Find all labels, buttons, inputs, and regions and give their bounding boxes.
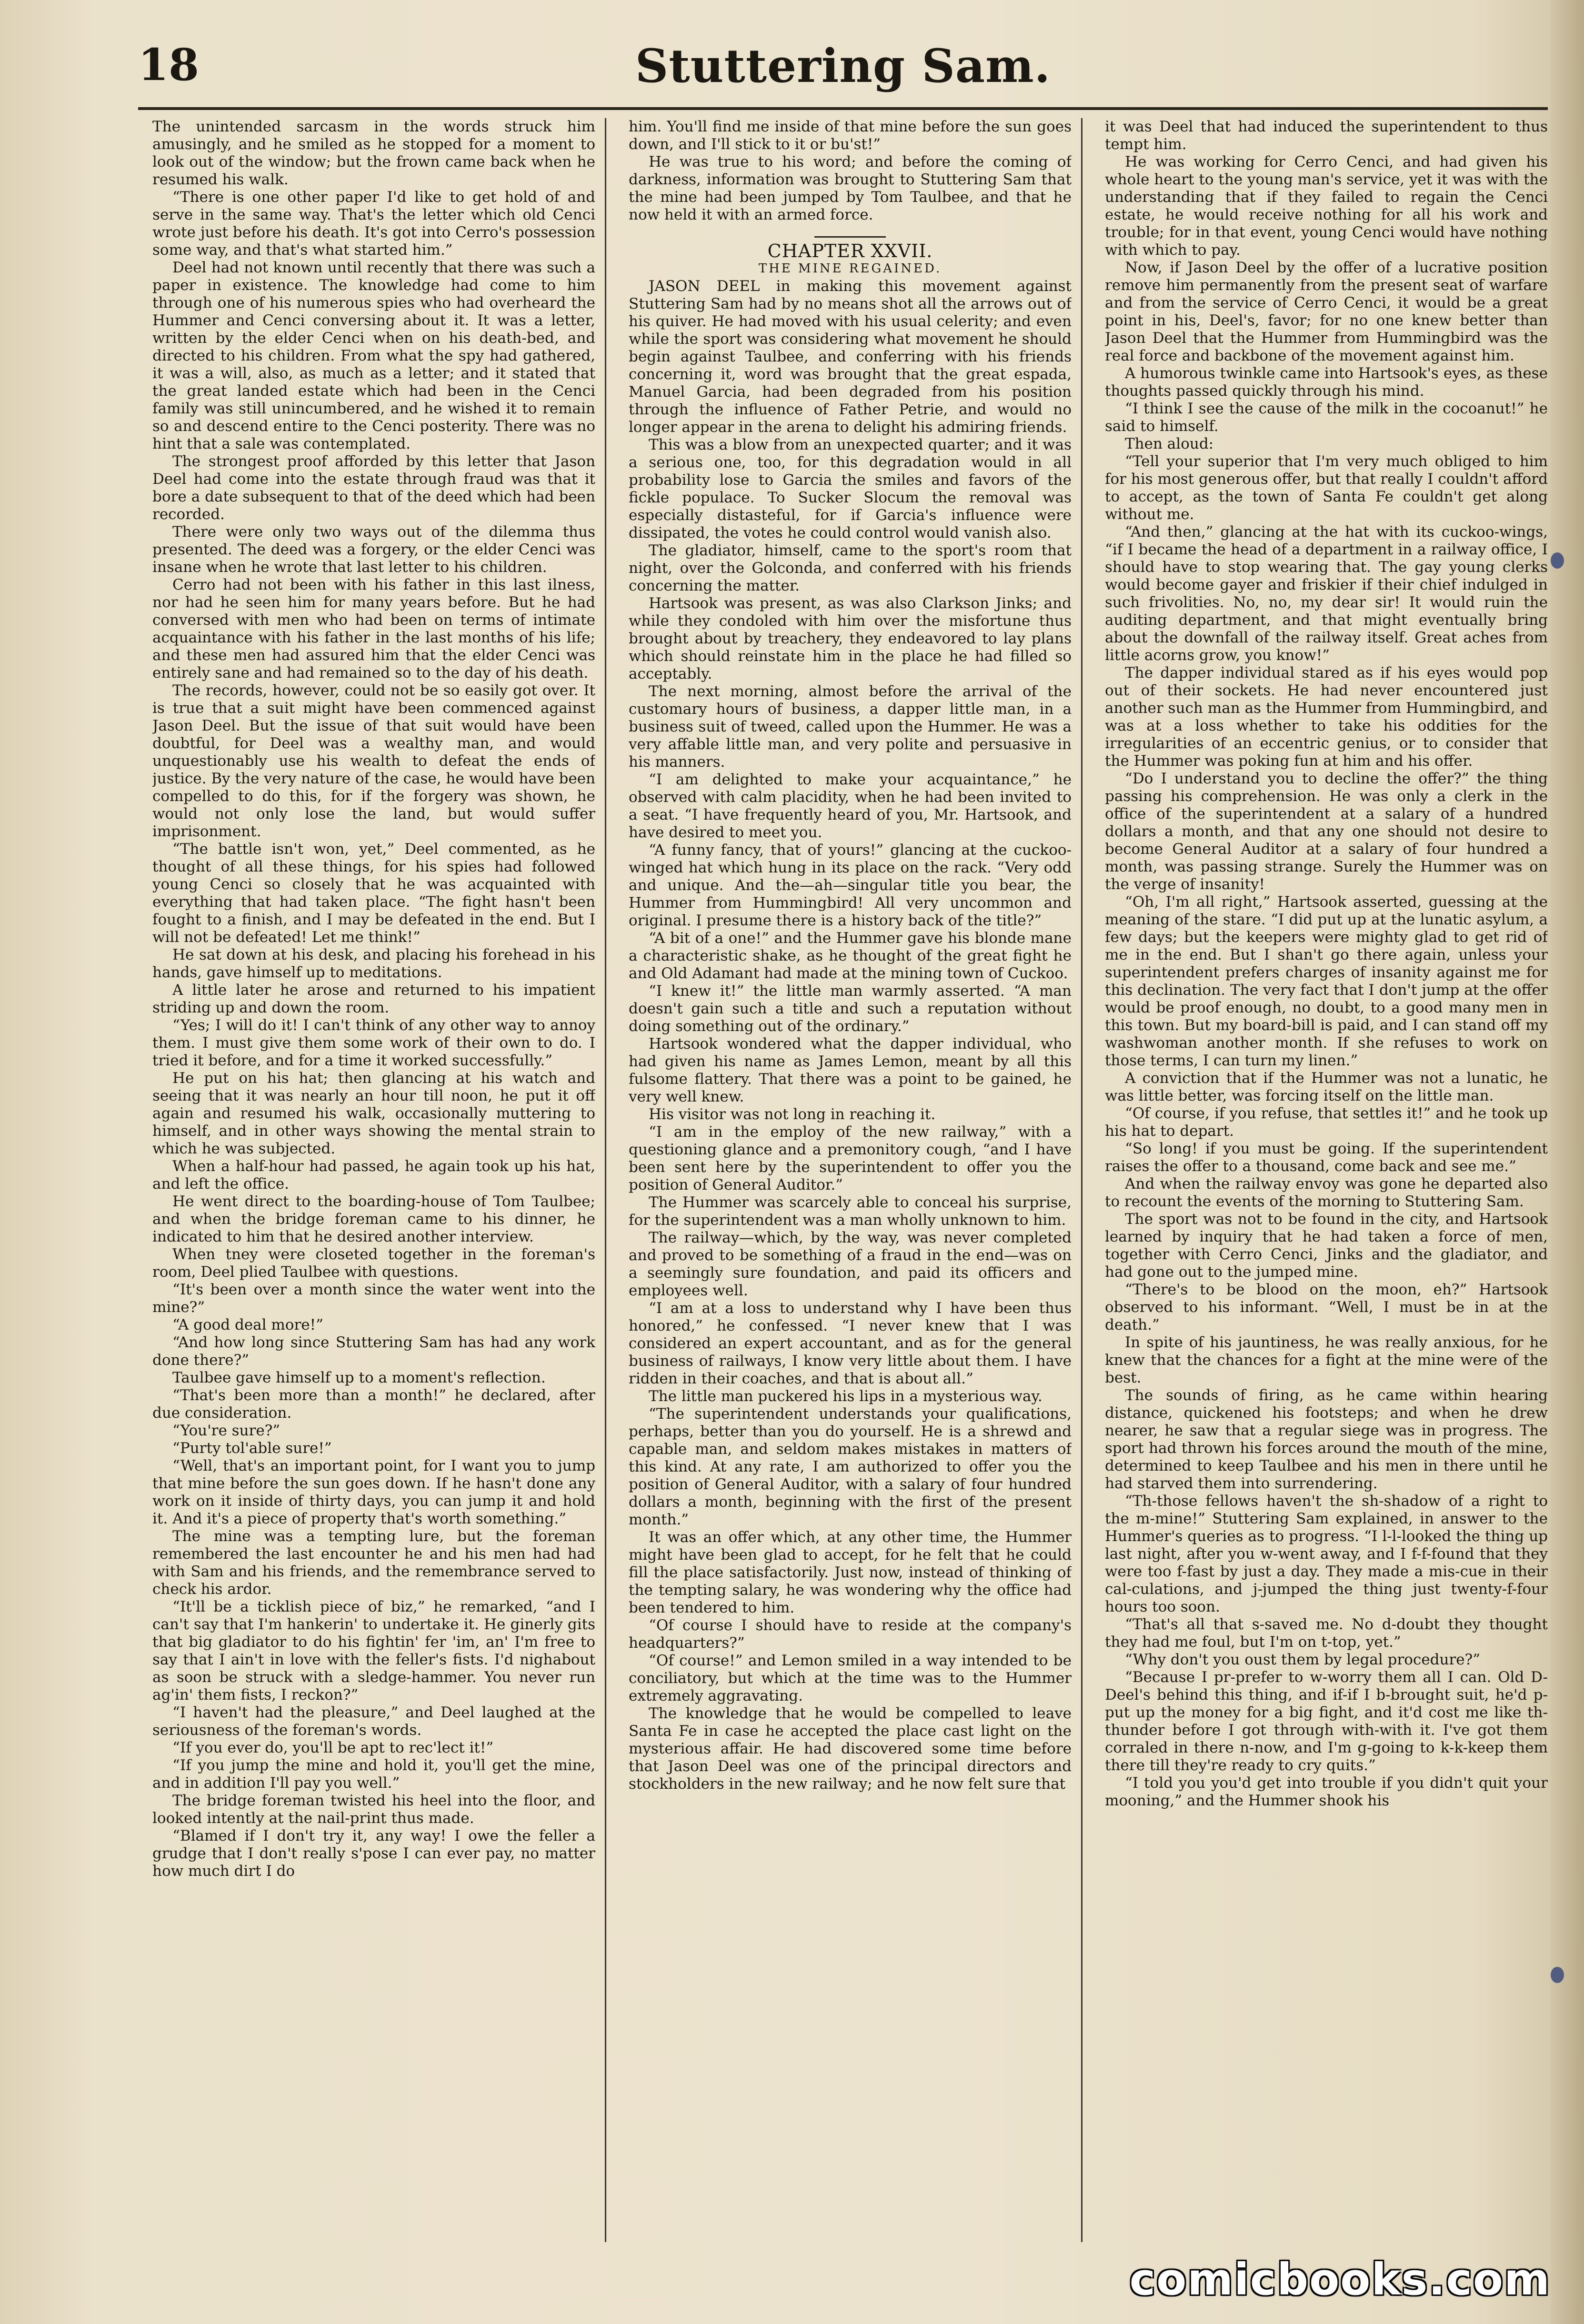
paragraph: The records, however, could not be so easily got over. It is true that a suit might have been commenced against Jason Deel. But the issue of that suit would have been doubtful, for Deel was a wealthy man, and would unquestionably use his wealth to defeat the ends of justice. By the very nature of the case, he would have been compelled to do this, for if the forgery was shown, he would not only lose the land, but would suffer imprisonment.	[152, 682, 595, 840]
column-1	[152, 118, 595, 2242]
paragraph: “I am delighted to make your acquaintance,” he observed with calm placidity, when he had been invited to a seat. “I have frequently heard of you, Mr. Hartsook, and have desired to meet you.	[629, 771, 1072, 841]
paragraph: The knowledge that he would be compelled to leave Santa Fe in case he accepted the place cast light on the mysterious affair. He had discovered some time before that Jason Deel was one of the principal directors and stockholders in the new railway; and he now felt sure that	[629, 1705, 1072, 1793]
paragraph: The railway—which, by the way, was never completed and proved to be something of a fraud in the end—was on a seemingly sure foundation, and paid its officers and employees well.	[629, 1229, 1072, 1299]
paragraph: “A bit of a one!” and the Hummer gave his blonde mane a characteristic shake, as he thought of the great fight he and Old Adamant had made at the mining town of Cuckoo.	[629, 930, 1072, 982]
paragraph: “Oh, I'm all right,” Hartsook asserted, guessing at the meaning of the stare. “I did put up at the lunatic asylum, a few days; but the keepers were mighty glad to get rid of me in the end. But I shan't go there again, unless your superintendent prefers charges of insanity against me for this declination. The very fact that I don't jump at the offer would be proof enough, no doubt, to a good many men in this town. But my board-bill is paid, and I can stand off my washwoman another month. If she refuses to work on those terms, I can turn my linen.”	[1105, 893, 1548, 1069]
paragraph: “That's been more than a month!” he declared, after due consideration.	[152, 1387, 595, 1422]
paragraph: “I knew it!” the little man warmly asserted. “A man doesn't gain such a title and such a reputation without doing something out of the ordinary.”	[629, 982, 1072, 1035]
chapter-heading: CHAPTER XXVII.	[767, 240, 933, 261]
page-header	[138, 33, 1548, 105]
paragraph: The strongest proof afforded by this letter that Jason Deel had come into the estate through fraud was that it bore a date subsequent to that of the deed which had been recorded.	[152, 453, 595, 523]
paragraph: “Tell your superior that I'm very much obliged to him for his most generous offer, but that really I couldn't afford to accept, as the town of Santa Fe couldn't get along without me.	[1105, 453, 1548, 523]
paragraph: Cerro had not been with his father in this last ilness, nor had he seen him for many years before. But he had conversed with men who had been on terms of intimate acquaintance with his father in the last months of his life; and these men had assured him that the elder Cenci was entirely sane and had remained so to the day of his death.	[152, 576, 595, 681]
paragraph: “You're sure?”	[172, 1422, 281, 1439]
section-rule	[814, 236, 886, 238]
paragraph: “Yes; I will do it! I can't think of any other way to annoy them. I must give them some work of their own to do. I tried it before, and for a time it worked successfully.”	[152, 1017, 595, 1069]
paragraph: “I think I see the cause of the milk in the cocoanut!” he said to himself.	[1105, 400, 1548, 435]
paragraph: He was true to his word; and before the coming of darkness, information was brought to Stuttering Sam that the mine had been jumped by Tom Taulbee, and that he now held it with an armed force.	[629, 153, 1072, 223]
paragraph: The Hummer was scarcely able to conceal his surprise, for the superintendent was a man wholly unknown to him.	[629, 1194, 1072, 1229]
paragraph: When a half-hour had passed, he again took up his hat, and left the office.	[152, 1158, 595, 1192]
watermark-logo: comicbooks.com	[1129, 2254, 1551, 2305]
paragraph: “Do I understand you to decline the offer?” the thing passing his comprehension. He was only a clerk in the office of the superintendent at a salary of a hundred dollars a month, and that any one should not desire to become General Auditor at a salary of four hundred a month, was passing strange. Surely the Hummer was on the verge of insanity!	[1105, 770, 1548, 893]
column-2-opening	[629, 118, 1072, 224]
paragraph: “Of course, if you refuse, that settles it!” and he took up his hat to depart.	[1105, 1105, 1548, 1140]
paragraph: Hartsook was present, as was also Clarkson Jinks; and while they condoled with him over the misfortune thus brought about by treachery, they endeavored to lay plans which should reinstate him in the place he had filled so acceptably.	[629, 595, 1072, 682]
paragraph: “I am at a loss to understand why I have been thus honored,” he confessed. “I never knew that I was considered an expert accountant, and as for the general business of railways, I know very little about them. I have ridden in their coaches, and that is about all.”	[629, 1300, 1072, 1387]
paragraph: The sport was not to be found in the city, and Hartsook learned by inquiry that he had taken a force of men, together with Cerro Cenci, Jinks and the gladiator, and had gone out to the jumped mine.	[1105, 1211, 1548, 1281]
binding-hole	[1551, 552, 1564, 569]
paragraph: The mine was a tempting lure, but the foreman remembered the last encounter he and his men had had with Sam and his friends, and the remembrance served to check his ardor.	[152, 1528, 595, 1598]
paragraph: “It's been over a month since the water went into the mine?”	[152, 1281, 595, 1316]
paragraph: “And then,” glancing at the hat with its cuckoo-wings, “if I became the head of a department in a railway office, I should have to stop wearing that. The gay young clerks would become gayer and friskier if their chief indulged in such frivolities. No, no, my dear sir! It would ruin the auditing department, and that might eventually bring about the downfall of the railway itself. Great aches from little acorns grow, you know!”	[1105, 523, 1548, 664]
column-2-chapter-text	[629, 278, 1072, 1793]
paragraph: He sat down at his desk, and placing his forehead in his hands, gave himself up to meditations.	[152, 946, 595, 981]
paragraph: When tney were closeted together in the foreman's room, Deel plied Taulbee with questions.	[152, 1246, 595, 1281]
binding-hole	[1551, 1967, 1564, 1983]
paragraph: “If you jump the mine and hold it, you'll get the mine, and in addition I'll pay you well.”	[152, 1757, 595, 1792]
paragraph: The sounds of firing, as he came within hearing distance, quickened his footsteps; and when he drew nearer, he saw that a regular siege was in progress. The sport had thrown his forces around the mouth of the mine, determined to keep Taulbee and his men in there until he had starved them into surrendering.	[1105, 1387, 1548, 1492]
column-2	[629, 118, 1072, 2242]
paragraph: “Of course I should have to reside at the company's headquarters?”	[629, 1617, 1072, 1652]
paragraph: “A funny fancy, that of yours!” glancing at the cuckoo-winged hat which hung in its place on the rack. “Very odd and unique. And the—ah—singular title you bear, the Hummer from Hummingbird! All very uncommon and original. I presume there is a history back of the title?”	[629, 841, 1072, 929]
paragraph: him. You'll find me inside of that mine before the sun goes down, and I'll stick to it or bu'st!”	[629, 118, 1072, 153]
column-3	[1105, 118, 1548, 2242]
paragraph: “And how long since Stuttering Sam has had any work done there?”	[152, 1334, 595, 1369]
paragraph: “The superintendent understands your qualifications, perhaps, better than you do yourself. He is a shrewd and capable man, and seldom makes mistakes in matters of this kind. At any rate, I am authorized to offer you the position of General Auditor, with a salary of four hundred dollars a month, beginning with the first of the present month.”	[629, 1405, 1072, 1528]
paragraph: In spite of his jauntiness, he was really anxious, for he knew that the chances for a fight at the mine were of the best.	[1105, 1334, 1548, 1386]
paragraph: The gladiator, himself, came to the sport's room that night, over the Golconda, and conferred with his friends concerning the matter.	[629, 542, 1072, 594]
chapter-subheading: THE MINE REGAINED.	[758, 261, 942, 276]
paragraph: “There is one other paper I'd like to get hold of and serve in the same way. That's the letter which old Cenci wrote just before his death. It's got into Cerro's possession some way, and that's what started him.”	[152, 189, 595, 259]
paragraph: A little later he arose and returned to his impatient striding up and down the room.	[152, 982, 595, 1016]
paragraph: He went direct to the boarding-house of Tom Taulbee; and when the bridge foreman came to his dinner, he indicated to him that he desired another interview.	[152, 1193, 595, 1245]
paragraph: “There's to be blood on the moon, eh?” Hartsook observed to his informant. “Well, I must be in at the death.”	[1105, 1281, 1548, 1333]
paragraph: The next morning, almost before the arrival of the customary hours of business, a dapper little man, in a business suit of tweed, called upon the Hummer. He was a very affable little man, and very polite and persuasive in his manners.	[629, 683, 1072, 771]
paragraph: “That's all that s-saved me. No d-doubt they thought they had me foul, but I'm on t-top, yet.”	[1105, 1616, 1548, 1651]
paragraph: He put on his hat; then glancing at his watch and seeing that it was nearly an hour till noon, he put it off again and resumed his walk, occasionally muttering to himself, and in other ways showing the mental strain to which he was subjected.	[152, 1070, 595, 1157]
paragraph: it was Deel that had induced the superintendent to thus tempt him.	[1105, 118, 1548, 153]
paragraph: It was an offer which, at any other time, the Hummer might have been glad to accept, for he felt that he could fill the place satisfactorily. Just now, instead of thinking of the tempting salary, he was wondering why the office had been tendered to him.	[629, 1529, 1072, 1616]
paragraph: “Purty tol'able sure!”	[172, 1440, 332, 1457]
paragraph: Now, if Jason Deel by the offer of a lucrative position remove him permanently from the present seat of warfare and from the service of Cerro Cenci, it would be a great point in his, Deel's, favor; for no one knew better than Jason Deel that the Hummer from Hummingbird was the real force and backbone of the movement against him.	[1105, 259, 1548, 364]
paragraph: A humorous twinkle came into Hartsook's eyes, as these thoughts passed quickly through his mind.	[1105, 365, 1548, 400]
paragraph: This was a blow from an unexpected quarter; and it was a serious one, too, for this degradation would in all probability lose to Garcia the smiles and favors of the fickle populace. To Sucker Slocum the removal was especially distasteful, for if Garcia's influence were dissipated, the votes he could control would vanish also.	[629, 436, 1072, 541]
paragraph: JASON DEEL in making this movement against Stuttering Sam had by no means shot all the arrows out of his quiver. He had moved with his usual celerity; and even while the sport was considering what movement he should begin against Taulbee, and conferring with his friends concerning it, word was brought that the great espada, Manuel Garcia, had been degraded from his position through the influence of Father Petrie, and would no longer appear in the arena to delight his admiring friends.	[629, 278, 1072, 436]
paragraph: “I told you you'd get into trouble if you didn't quit your mooning,” and the Hummer shook his	[1105, 1774, 1548, 1809]
paragraph: “It'll be a ticklish piece of biz,” he remarked, “and I can't say that I'm hankerin' to undertake it. He ginerly gits that big gladiator to do his fightin' fer 'im, an' I'm free to say that I ain't in love with the feller's fists. I'd nighabout as soon be struck with a sledge-hammer. You never run ag'in' them fists, I reckon?”	[152, 1598, 595, 1703]
paragraph: “Th-those fellows haven't the sh-shadow of a right to the m-mine!” Stuttering Sam explained, in answer to the Hummer's queries as to progress. “I l-l-looked the thing up last night, after you w-went away, and I f-f-found that they were too f-fast by just a day. They made a mis-cue in their cal-culations, and j-jumped the thing just twenty-f-four hours too soon.	[1105, 1493, 1548, 1615]
paragraph: “So long! if you must be going. If the superintendent raises the offer to a thousand, come back and see me.”	[1105, 1140, 1548, 1175]
text-columns	[152, 118, 1548, 2242]
paragraph: “The battle isn't won, yet,” Deel commented, as he thought of all these things, for his spies had followed young Cenci so closely that he was acquainted with everything that had taken place. “The fight hasn't been fought to a finish, and I may be defeated in the end. But I will not be defeated! Let me think!”	[152, 841, 595, 946]
paragraph: Then aloud:	[1125, 435, 1214, 452]
header-rule	[138, 107, 1548, 110]
paragraph: The dapper individual stared as if his eyes would pop out of their sockets. He had never encountered just another such man as the Hummer from Hummingbird, and was at a loss whether to take his oddities for the irregularities of an eccentric genius, or to consider that the Hummer was poking fun at him and his offer.	[1105, 664, 1548, 770]
paragraph: The unintended sarcasm in the words struck him amusingly, and he smiled as he stopped for a moment to look out of the window; but the frown came back when he resumed his walk.	[152, 118, 595, 188]
paragraph: “Why don't you oust them by legal procedure?”	[1125, 1651, 1481, 1668]
page-number: 18	[138, 39, 200, 90]
paragraph: “If you ever do, you'll be apt to rec'lect it!”	[172, 1739, 494, 1756]
paragraph: “Of course!” and Lemon smiled in a way intended to be conciliatory, but which at the time was to the Hummer extremely aggravating.	[629, 1652, 1072, 1704]
paragraph: “I haven't had the pleasure,” and Deel laughed at the seriousness of the foreman's words.	[152, 1704, 595, 1739]
paragraph: The bridge foreman twisted his heel into the floor, and looked intently at the nail-print thus made.	[152, 1792, 595, 1827]
paragraph: “Because I pr-prefer to w-worry them all I can. Old D-Deel's behind this thing, and if-if I b-brought suit, he'd p-put up the money for a big fight, and it'd cost me like th-thunder before I got through with-with it. I've got them corraled in there n-now, and I'm g-going to k-k-keep them there till they're ready to cry quits.”	[1105, 1669, 1548, 1774]
paragraph: “Blamed if I don't try it, any way! I owe the feller a grudge that I don't really s'pose I can ever pay, no matter how much dirt I do	[152, 1827, 595, 1880]
paragraph: He was working for Cerro Cenci, and had given his whole heart to the young man's service, yet it was with the understanding that if they failed to regain the Cenci estate, he would receive nothing for all his work and trouble; for in that event, young Cenci would have nothing with which to pay.	[1105, 153, 1548, 259]
paragraph: A conviction that if the Hummer was not a lunatic, he was little better, was forcing itself on the little man.	[1105, 1070, 1548, 1104]
paragraph: “A good deal more!”	[172, 1316, 323, 1333]
paragraph: Deel had not known until recently that there was such a paper in existence. The knowledge had come to him through one of his numerous spies who had overheard the Hummer and Cenci conversing about it. It was a letter, written by the elder Cenci when on his death-bed, and directed to his children. From what the spy had gathered, it was a will, also, as much as a letter; and it stated that the great landed estate which had been in the Cenci family was still unincumbered, and he wished it to remain so and descend entire to the Cenci posterity. There was no hint that a sale was contemplated.	[152, 259, 595, 452]
paragraph: Taulbee gave himself up to a moment's reflection.	[172, 1369, 546, 1386]
paragraph: And when the railway envoy was gone he departed also to recount the events of the morning to Stuttering Sam.	[1105, 1175, 1548, 1210]
paragraph: His visitor was not long in reaching it.	[649, 1106, 936, 1123]
paragraph: There were only two ways out of the dilemma thus presented. The deed was a forgery, or the elder Cenci was insane when he wrote that last letter to his children.	[152, 523, 595, 576]
paragraph: “Well, that's an important point, for I want you to jump that mine before the sun goes down. If he hasn't done any work on it inside of thirty days, you can jump it and hold it. And it's a piece of property that's worth something.”	[152, 1457, 595, 1527]
paragraph: Hartsook wondered what the dapper individual, who had given his name as James Lemon, meant by all this fulsome flattery. That there was a point to be gained, he very well knew.	[629, 1035, 1072, 1105]
paragraph: “I am in the employ of the new railway,” with a questioning glance and a premonitory cough, “and I have been sent here by the superintendent to offer you the position of General Auditor.”	[629, 1123, 1072, 1193]
paragraph: The little man puckered his lips in a mysterious way.	[649, 1388, 1043, 1405]
running-title: Stuttering Sam.	[635, 39, 1051, 93]
